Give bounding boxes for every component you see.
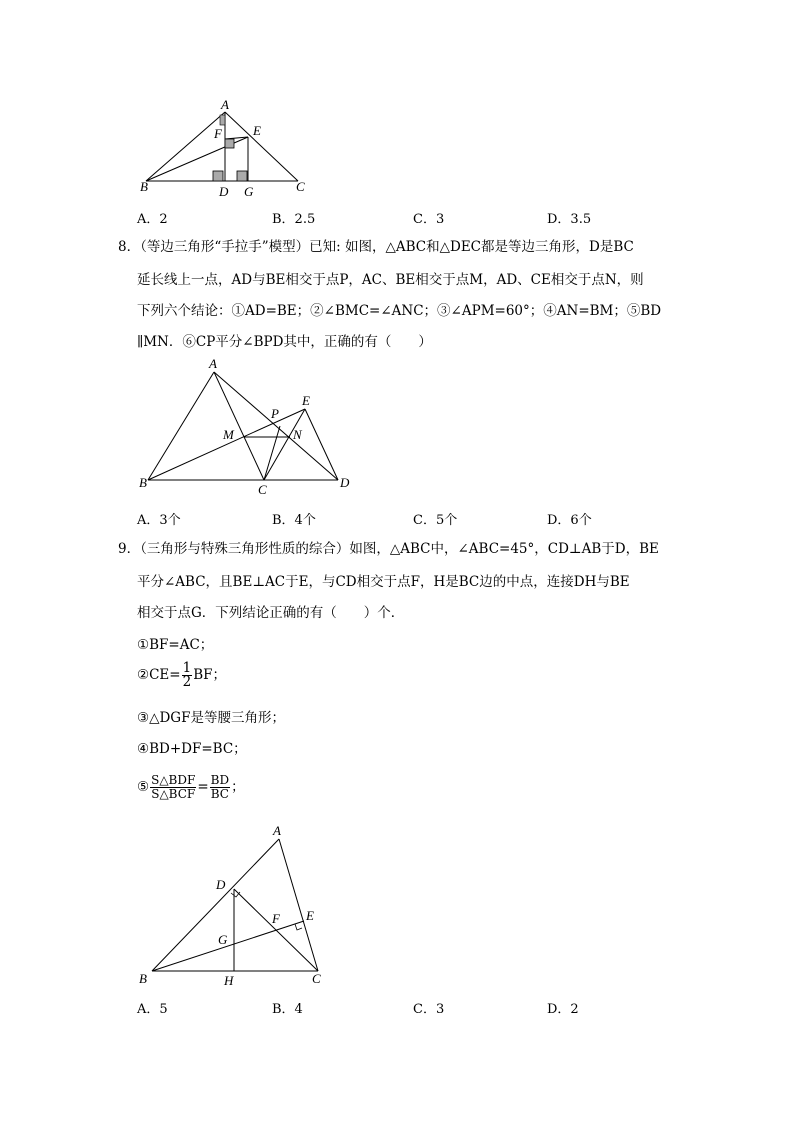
q9-text-line1: （三角形与特殊三角形性质的综合）如图，△ABC中，∠ABC=45°，CD⊥AB于D，BE: [140, 541, 659, 557]
q9-statement-4: ④BD+DF=BC；: [137, 741, 247, 757]
q9-option-a[interactable]: A．5: [137, 1002, 168, 1017]
q9-s5-fraction-2: [210, 774, 230, 801]
fig1-label-d: D: [219, 184, 229, 199]
fig3-label-d: D: [216, 877, 226, 892]
fig2-label-a: A: [209, 356, 217, 371]
q9-option-d[interactable]: D．2: [547, 1002, 579, 1017]
figure-q7-svg: [130, 95, 320, 205]
fig3-label-a: A: [273, 823, 281, 838]
fig2-label-b: B: [139, 475, 147, 490]
q9-s2-den: 2: [182, 674, 192, 690]
q7-options: [137, 208, 697, 228]
fig2-label-m: M: [223, 427, 234, 442]
fig3-label-e: E: [306, 908, 314, 923]
q8-options: [137, 509, 697, 529]
fig3-label-g: G: [218, 932, 228, 947]
figure-q8: [130, 356, 370, 500]
q9-line1: [118, 539, 659, 559]
fig1-label-e: E: [253, 123, 261, 138]
q8-option-b[interactable]: B．4个: [272, 513, 316, 528]
q8-line1: [118, 237, 634, 257]
q9-statement-1: ①BF=AC；: [137, 637, 214, 653]
q9-s5-num: S△BDF: [151, 773, 196, 787]
fig2-label-n: N: [293, 427, 302, 442]
fig3-label-h: H: [224, 973, 234, 988]
figure-q7: [130, 95, 320, 205]
q9-s5-post: ；: [231, 779, 245, 795]
q9-s5-den: S△BCF: [151, 787, 196, 801]
q8-line4: ∥MN．⑥CP平分∠BPD其中，正确的有（ ）: [137, 334, 432, 350]
fig1-label-a: A: [221, 97, 229, 112]
q9-statement-3: ③△DGF是等腰三角形；: [137, 710, 285, 726]
q7-option-c[interactable]: C．3: [413, 212, 445, 227]
q9-s2-post: BF；: [193, 667, 226, 683]
fig1-label-c: C: [296, 179, 305, 194]
q9-statement-5: [137, 774, 245, 801]
q7-option-d[interactable]: D．3.5: [547, 212, 592, 227]
q8-number: 8．: [118, 239, 141, 255]
fig1-label-g: G: [244, 184, 254, 199]
q9-s5-den2: BC: [210, 787, 229, 801]
q9-line2: 平分∠ABC，且BE⊥AC于E，与CD相交于点F，H是BC边的中点，连接DH与BE: [137, 574, 630, 590]
q9-s2-pre: ②CE=: [137, 667, 181, 683]
q9-s2-fraction: [182, 662, 193, 689]
fig2-label-d: D: [340, 475, 350, 490]
q7-option-a[interactable]: A．2: [137, 212, 168, 227]
q9-statement-2: [137, 662, 226, 689]
q7-option-b[interactable]: B．2.5: [272, 212, 316, 227]
q8-line2: 延长线上一点，AD与BE相交于点P，AC、BE相交于点M，AD、CE相交于点N，则: [137, 272, 644, 288]
q9-s5-eq: =: [197, 779, 209, 795]
q9-option-b[interactable]: B．4: [272, 1002, 303, 1017]
fig3-label-f: F: [272, 911, 280, 926]
figure-q8-svg: [130, 356, 370, 500]
q8-text-line1: （等边三角形“手拉手”模型）已知: 如图，△ABC和△DEC都是等边三角形，D是BC: [140, 239, 634, 255]
fig3-label-b: B: [139, 971, 147, 986]
q9-options: [137, 998, 697, 1018]
figure-q9: [130, 823, 340, 993]
fig1-label-b: B: [140, 179, 148, 194]
fig2-label-c: C: [258, 482, 267, 497]
fig1-label-f: F: [214, 126, 222, 141]
fig2-label-p: P: [271, 406, 279, 421]
q9-s5-pre: ⑤: [137, 779, 150, 795]
q9-s5-num2: BD: [210, 773, 230, 787]
q8-line3: 下列六个结论：①AD=BE；②∠BMC=∠ANC；③∠APM=60°；④AN=BM；⑤BD: [137, 303, 662, 319]
q9-line3: 相交于点G．下列结论正确的有（ ）个．: [137, 605, 405, 621]
q9-s2-num: 1: [182, 660, 192, 676]
fig2-label-e: E: [302, 393, 310, 408]
fig3-label-c: C: [312, 971, 321, 986]
figure-q9-svg: [130, 823, 340, 993]
q8-option-d[interactable]: D．6个: [547, 513, 592, 528]
q8-option-c[interactable]: C．5个: [413, 513, 458, 528]
q9-s5-fraction-1: [150, 774, 196, 801]
q9-number: 9．: [118, 541, 141, 557]
q8-option-a[interactable]: A．3个: [137, 513, 181, 528]
q9-option-c[interactable]: C．3: [413, 1002, 445, 1017]
